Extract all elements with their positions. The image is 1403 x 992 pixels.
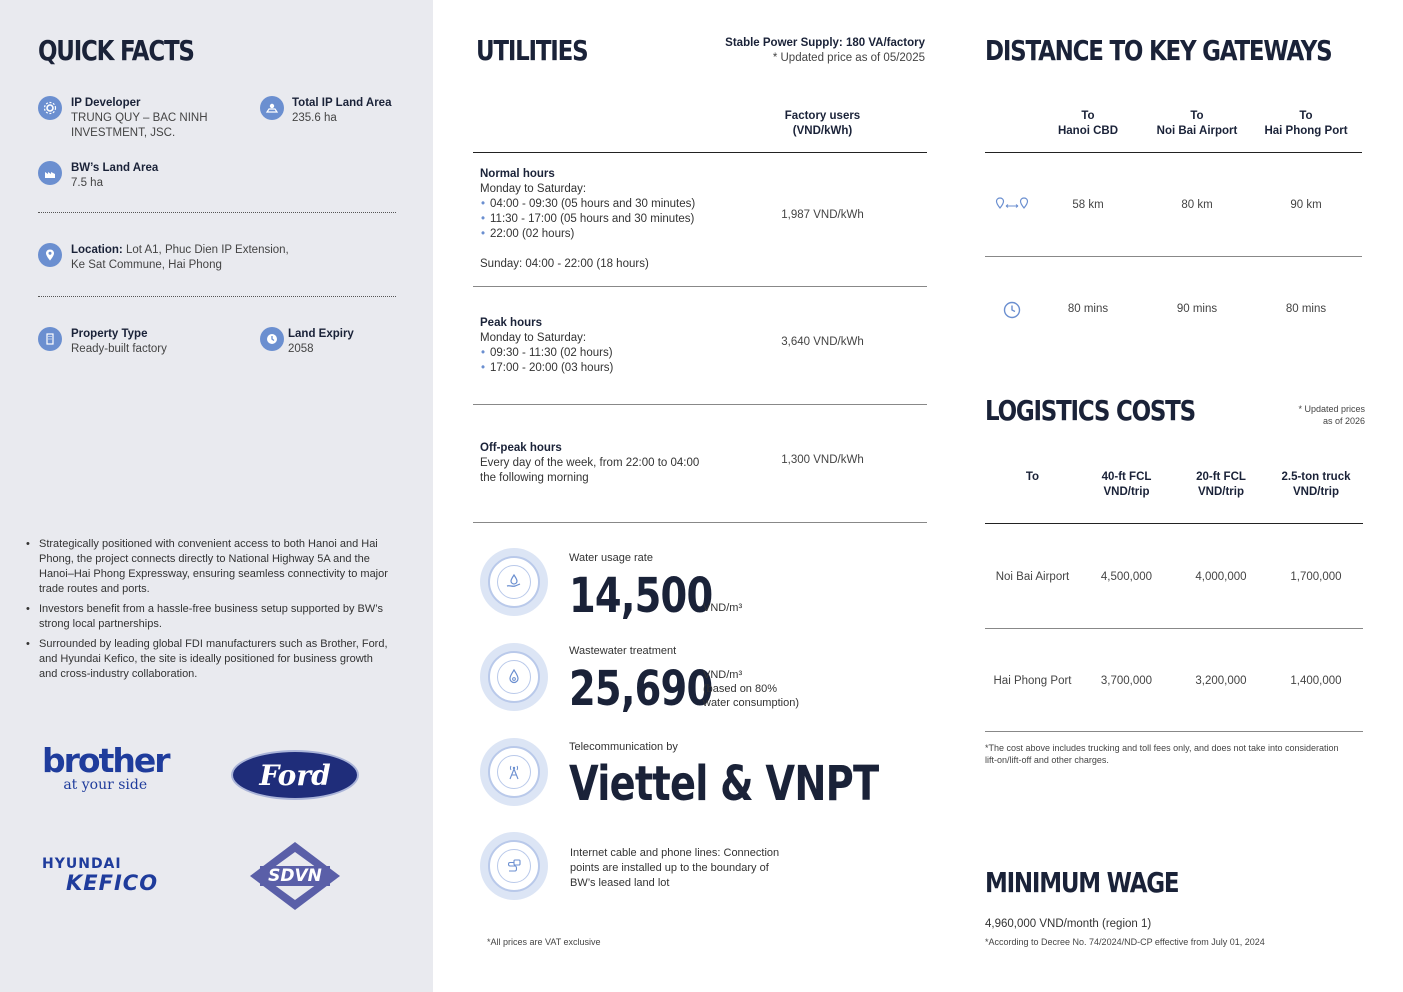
building-icon [38,327,62,351]
normal-price: 1,987 VND/kWh [781,209,864,221]
location-value-2: Ke Sat Commune, Hai Phong [71,259,222,271]
telecom-value: Viettel & VNPT [569,756,879,812]
table-divider [473,404,927,405]
ford-logo: Ford [231,750,359,800]
factory-users-header: Factory users (VND/kWh) [784,110,861,137]
normal-hours-block: Normal hours Monday to Saturday: • 04:00 - 09:30 (05 hours and 30 minutes) • 11:30 - 17:00 (05 hours and 30 minutes) • 22:00 (02 hours) Sunday: 04:00 - 22:00 (18 hours) [480,167,770,272]
mins-noibai: 90 mins [1176,303,1218,315]
offpeak-price: 1,300 VND/kWh [781,454,864,466]
land-expiry-value: 2058 [288,343,314,355]
list-item: • 04:00 - 09:30 (05 hours and 30 minutes) [480,197,770,212]
property-type-label: Property Type [71,328,148,340]
logistics-footnote: *The cost above includes trucking and toll fees only, and does not take into consideration lift-on/lift-off and other charges. [985,743,1339,765]
bw-land-value: 7.5 ha [71,177,103,189]
vat-note: *All prices are VAT exclusive [487,937,601,947]
table-divider [985,523,1363,524]
minimum-wage-value: 4,960,000 VND/month (region 1) [985,918,1152,930]
distance-header-noibai: To Noi Bai Airport [1156,110,1238,137]
logistics-updated-note: * Updated prices as of 2026 [1298,404,1365,426]
factory-icon [38,161,62,185]
location-label: Location: [71,244,123,256]
list-item: • 09:30 - 11:30 (02 hours) [480,346,770,361]
logistics-header-20ft: 20-ft FCL VND/trip [1196,471,1246,498]
table-row-dest: Hai Phong Port [993,675,1072,687]
table-cell: 4,500,000 [1100,571,1153,583]
peak-hours-block: Peak hours Monday to Saturday: • 09:30 - 11:30 (02 hours) • 17:00 - 20:00 (03 hours) [480,316,770,376]
mins-hanoi: 80 mins [1067,303,1109,315]
minimum-wage-note: *According to Decree No. 74/2024/ND-CP effective from July 01, 2024 [985,937,1265,947]
offpeak-hours-block: Off-peak hours Every day of the week, from 22:00 to 04:00 the following morning [480,442,700,484]
cable-icon [480,832,548,900]
bw-land-label: BW’s Land Area [71,162,159,174]
total-land-value: 235.6 ha [292,112,337,124]
water-drop-hand-icon [480,548,548,616]
logistics-header-40ft: 40-ft FCL VND/trip [1101,471,1152,498]
list-item: • Surrounded by leading global FDI manufacturers such as Brother, Ford, and Hyundai Kefico, the site is ideally positioned for business growth and cross-industry collaboration. [25,637,390,682]
table-divider [473,286,927,287]
logistics-header-truck: 2.5-ton truck VND/trip [1281,471,1351,498]
land-expiry-label: Land Expiry [288,328,354,340]
km-hanoi: 58 km [1072,199,1104,211]
table-divider [985,152,1362,153]
table-divider [985,256,1362,257]
table-divider [985,731,1363,732]
gear-icon [38,96,62,120]
sdvn-logo: SDVN [248,840,342,912]
table-divider [473,522,927,523]
divider [38,296,396,297]
brother-logo: brother at your side [42,741,169,793]
property-type-value: Ready-built factory [71,343,167,355]
minimum-wage-title: MINIMUM WAGE [985,866,1179,899]
telecom-label: Telecommunication by [569,741,678,753]
list-item: • 17:00 - 20:00 (03 hours) [480,361,770,376]
hyundai-kefico-logo: HYUNDAI KEFICO [42,856,159,895]
time-clock-icon [1003,301,1021,324]
quick-facts-title: QUICK FACTS [38,34,194,67]
table-cell: 4,000,000 [1195,571,1247,583]
list-item: • Investors benefit from a hassle-free business setup supported by BW’s strong local partnerships. [25,602,390,632]
distance-header-haiphong: To Hai Phong Port [1264,110,1348,137]
highlights-list [25,537,390,687]
table-row-dest: Noi Bai Airport [995,571,1070,583]
internet-desc: Internet cable and phone lines: Connection points are installed up to the boundary of BW’s leased land lot [570,847,780,889]
antenna-tower-icon [480,738,548,806]
location-pin-icon [38,243,62,267]
km-noibai: 80 km [1181,199,1213,211]
list-item: • 11:30 - 17:00 (05 hours and 30 minutes) [480,212,770,227]
km-haiphong: 90 km [1290,199,1322,211]
table-divider [473,152,927,153]
list-item: • Strategically positioned with convenient access to both Hanoi and Hai Phong, the project connects directly to National Highway 5A and the Hanoi–Hai Phong Expressway, ensuring seamless connectivity to major trade routes and ports. [25,537,390,597]
water-value: 14,500 [569,568,713,624]
clock-icon [260,327,284,351]
peak-price: 3,640 VND/kWh [781,336,864,348]
ip-developer-label: IP Developer [71,97,141,109]
quick-facts-panel [0,0,433,992]
mins-haiphong: 80 mins [1285,303,1327,315]
wastewater-unit: VND/m³ (based on 80% water consumption) [703,669,799,709]
ip-developer-value: TRUNG QUY – BAC NINH [71,112,208,124]
distance-header-hanoi: To Hanoi CBD [1057,110,1119,137]
water-label: Water usage rate [569,552,653,564]
table-divider [985,628,1363,629]
logistics-title: LOGISTICS COSTS [985,394,1195,427]
utilities-title: UTILITIES [476,34,588,67]
land-area-icon [260,96,284,120]
wastewater-label: Wastewater treatment [569,645,677,657]
location-value: Lot A1, Phuc Dien IP Extension, [122,244,289,256]
list-item: • 22:00 (02 hours) [480,227,770,242]
updated-price-note: * Updated price as of 05/2025 [772,52,925,64]
ip-developer-value-2: INVESTMENT, JSC. [71,127,176,139]
water-drop-icon [480,643,548,711]
water-unit: VND/m³ [703,602,743,614]
route-distance-icon [995,197,1029,218]
logistics-header-to: To [1025,471,1040,483]
distance-title: DISTANCE TO KEY GATEWAYS [985,34,1332,67]
table-cell: 1,400,000 [1290,675,1342,687]
table-cell: 1,700,000 [1290,571,1342,583]
table-cell: 3,700,000 [1100,675,1153,687]
total-land-label: Total IP Land Area [292,97,392,109]
table-cell: 3,200,000 [1195,675,1247,687]
divider [38,212,396,213]
wastewater-value: 25,690 [569,661,713,717]
power-supply: Stable Power Supply: 180 VA/factory [725,37,925,49]
